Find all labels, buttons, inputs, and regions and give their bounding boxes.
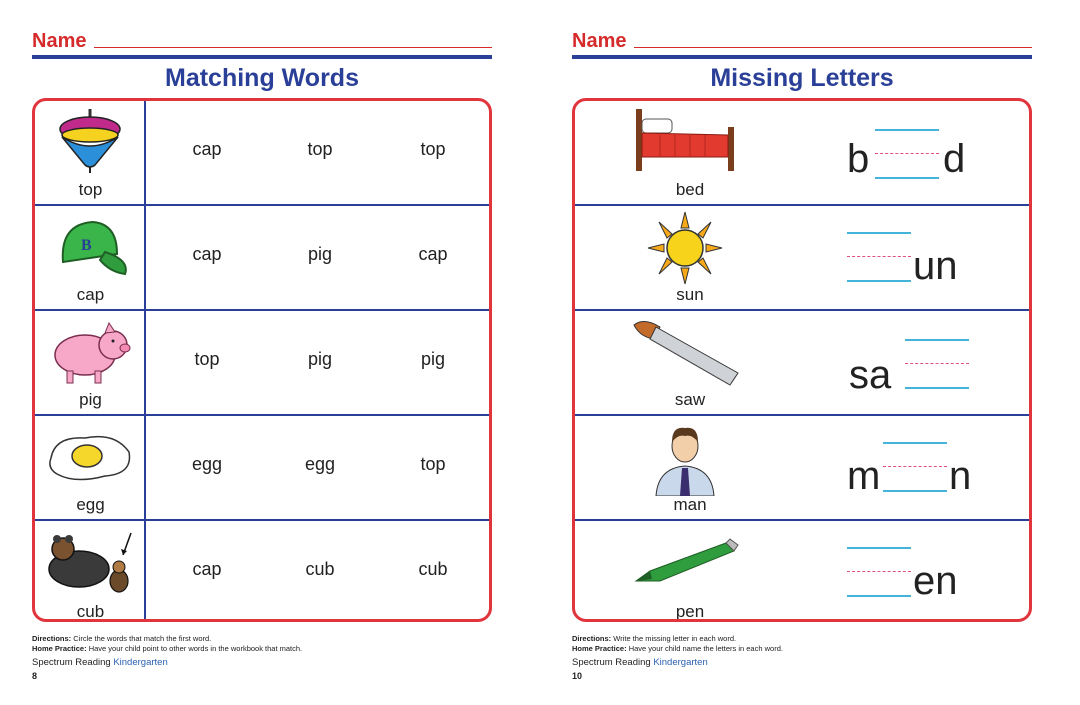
word-choice[interactable]: pig	[307, 244, 333, 264]
page-title: Missing Letters	[710, 64, 894, 92]
guide-top-line	[883, 442, 947, 444]
picture-cell	[35, 206, 146, 309]
guide-base-line	[883, 490, 947, 492]
writing-guide[interactable]	[835, 206, 1025, 309]
picture-cell	[575, 521, 805, 622]
table-row	[575, 101, 1029, 206]
word-choice[interactable]: cap	[192, 139, 222, 159]
guide-base-line	[905, 387, 969, 389]
guide-mid-line	[883, 466, 947, 467]
table-row	[575, 521, 1029, 622]
letters-before: sa	[849, 353, 892, 397]
picture-word: sun	[676, 285, 704, 304]
picture-word: cap	[76, 285, 105, 304]
name-label: Name	[572, 30, 627, 52]
guide-top-line	[847, 232, 911, 234]
table-row	[35, 206, 489, 311]
brand-name: Spectrum Reading	[32, 657, 111, 668]
picture-word: pig	[79, 390, 102, 409]
word-choice[interactable]: cap	[192, 559, 222, 579]
table-row	[575, 416, 1029, 521]
letters-before: b	[847, 137, 870, 181]
bed-icon	[630, 105, 740, 181]
guide-mid-line	[847, 256, 911, 257]
guide-base-line	[875, 177, 939, 179]
word-choice[interactable]: egg	[191, 454, 223, 474]
guide-mid-line	[875, 153, 939, 154]
guide-top-line	[847, 547, 911, 549]
picture-word: egg	[76, 495, 105, 514]
missing-letters-table	[572, 98, 1032, 622]
picture-word: man	[673, 495, 707, 514]
word-choice[interactable]: top	[307, 139, 333, 159]
bear-cub-icon	[45, 527, 135, 597]
home-practice-label: Home Practice:	[572, 644, 627, 653]
letters-after: n	[949, 454, 972, 498]
table-row	[35, 101, 489, 206]
man-icon	[630, 420, 740, 496]
svg-text:B: B	[81, 237, 92, 254]
word-choice[interactable]: pig	[307, 349, 333, 369]
brand	[572, 657, 708, 668]
table-row	[35, 416, 489, 521]
picture-cell	[575, 101, 805, 204]
picture-cell	[575, 311, 805, 414]
directions-text: Write the missing letter in each word.	[613, 634, 737, 643]
home-practice-label: Home Practice:	[32, 644, 87, 653]
saw-icon	[630, 315, 740, 391]
picture-cell	[35, 311, 146, 414]
letters-before: m	[847, 454, 881, 498]
letters-after: en	[913, 559, 958, 603]
table-row	[35, 521, 489, 622]
writing-guide[interactable]	[835, 521, 1025, 622]
picture-word: bed	[675, 180, 705, 199]
name-write-line[interactable]	[94, 47, 492, 48]
guide-mid-line	[905, 363, 969, 364]
guide-base-line	[847, 595, 911, 597]
guide-top-line	[875, 129, 939, 131]
matching-words-table	[32, 98, 492, 622]
table-row	[35, 311, 489, 416]
directions	[572, 634, 1052, 654]
picture-cell	[575, 206, 805, 309]
letters-after: d	[943, 137, 966, 181]
picture-word: cub	[76, 602, 105, 621]
directions-label: Directions:	[572, 634, 612, 643]
picture-cell	[35, 416, 146, 519]
header-rule	[32, 55, 492, 59]
directions-text: Circle the words that match the first word.	[73, 634, 212, 643]
picture-word: top	[78, 180, 103, 199]
directions	[32, 634, 512, 654]
header-rule	[572, 55, 1032, 59]
word-choice[interactable]: top	[420, 139, 446, 159]
letters-after: un	[913, 244, 958, 288]
writing-guide[interactable]	[835, 101, 1025, 204]
home-practice-text: Have your child point to other words in the workbook that match.	[88, 644, 303, 653]
guide-base-line	[847, 280, 911, 282]
picture-cell	[35, 521, 146, 622]
word-choice[interactable]: cub	[305, 559, 335, 579]
word-choice[interactable]: egg	[304, 454, 336, 474]
name-write-line[interactable]	[634, 47, 1032, 48]
page-number: 10	[572, 671, 583, 681]
picture-cell	[575, 416, 805, 519]
brand-grade: Kindergarten	[113, 657, 168, 668]
pen-icon	[630, 525, 740, 601]
directions-label: Directions:	[32, 634, 72, 643]
brand-name: Spectrum Reading	[572, 657, 651, 668]
word-choice[interactable]: pig	[420, 349, 446, 369]
table-row	[575, 206, 1029, 311]
word-choice[interactable]: cap	[192, 244, 222, 264]
word-choice[interactable]: top	[420, 454, 446, 474]
fried-egg-icon	[45, 422, 135, 492]
page-title: Matching Words	[165, 64, 359, 92]
picture-word: saw	[674, 390, 706, 409]
brand-grade: Kindergarten	[653, 657, 708, 668]
brand	[32, 657, 168, 668]
page-number: 8	[32, 671, 38, 681]
guide-top-line	[905, 339, 969, 341]
word-choice[interactable]: cub	[418, 559, 448, 579]
writing-guide[interactable]	[835, 311, 1025, 414]
table-row	[575, 311, 1029, 416]
right-worksheet-page	[540, 0, 1080, 705]
name-row	[32, 30, 492, 54]
word-choice[interactable]: cap	[418, 244, 448, 264]
writing-guide[interactable]	[835, 416, 1025, 519]
name-row	[572, 30, 1032, 54]
spinning-top-icon	[45, 107, 135, 177]
baseball-cap-icon	[45, 212, 135, 282]
sun-icon	[630, 210, 740, 286]
pig-icon	[45, 317, 135, 387]
word-choice[interactable]: top	[194, 349, 220, 369]
name-label: Name	[32, 30, 87, 52]
picture-word: pen	[675, 602, 705, 621]
home-practice-text: Have your child name the letters in each word.	[628, 644, 783, 653]
picture-cell	[35, 101, 146, 204]
guide-mid-line	[847, 571, 911, 572]
